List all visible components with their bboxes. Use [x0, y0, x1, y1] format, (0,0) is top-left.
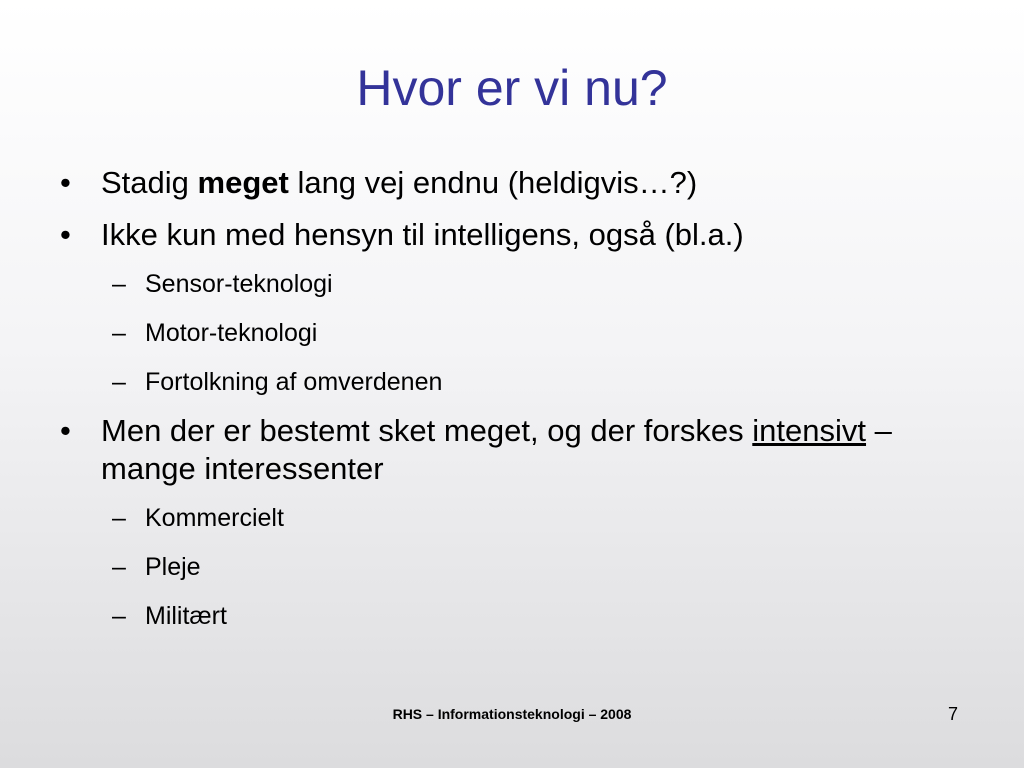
sub-bullet-item: [60, 600, 980, 632]
bullet-text: Ikke kun med hensyn til intelligens, også (bl.a.): [101, 217, 744, 252]
slide-title: Hvor er vi nu?: [356, 60, 668, 116]
sub-bullet-item: [60, 551, 980, 583]
sub-bullet-text: Kommercielt: [145, 504, 284, 532]
dash-icon: –: [112, 270, 126, 298]
sub-bullet-text: Sensor-teknologi: [145, 270, 333, 298]
dash-icon: –: [112, 553, 126, 581]
bullet-item: [60, 164, 980, 202]
bullet-text-underlined: intensivt: [752, 413, 867, 448]
page-number: 7: [948, 704, 959, 724]
bullet-text-post: lang vej endnu (heldigvis…?): [288, 165, 698, 200]
sub-bullet-item: [60, 366, 980, 398]
sub-bullet-text: Fortolkning af omverdenen: [145, 368, 443, 396]
slide-footer: RHS – Informationsteknologi – 2008: [392, 706, 632, 722]
dash-icon: –: [112, 319, 126, 347]
bullet-icon: •: [60, 217, 71, 252]
sub-bullet-item: [60, 502, 980, 534]
sub-bullet-text: Pleje: [145, 553, 201, 581]
bullet-text-bold: meget: [197, 165, 289, 200]
slide-body: [60, 164, 980, 649]
sub-bullet-text: Motor-teknologi: [145, 319, 318, 347]
bullet-item: [60, 216, 980, 254]
bullet-item: [60, 412, 980, 488]
bullet-text-pre: Stadig: [101, 165, 198, 200]
dash-icon: –: [112, 602, 126, 630]
bullet-text-post: – mange interessenter: [101, 413, 892, 486]
bullet-text-pre: Men der er bestemt sket meget, og der forskes: [101, 413, 753, 448]
dash-icon: –: [112, 368, 126, 396]
dash-icon: –: [112, 504, 126, 532]
sub-bullet-item: [60, 317, 980, 349]
sub-bullet-text: Militært: [145, 602, 227, 630]
bullet-icon: •: [60, 165, 71, 200]
sub-bullet-item: [60, 268, 980, 300]
bullet-icon: •: [60, 413, 71, 448]
